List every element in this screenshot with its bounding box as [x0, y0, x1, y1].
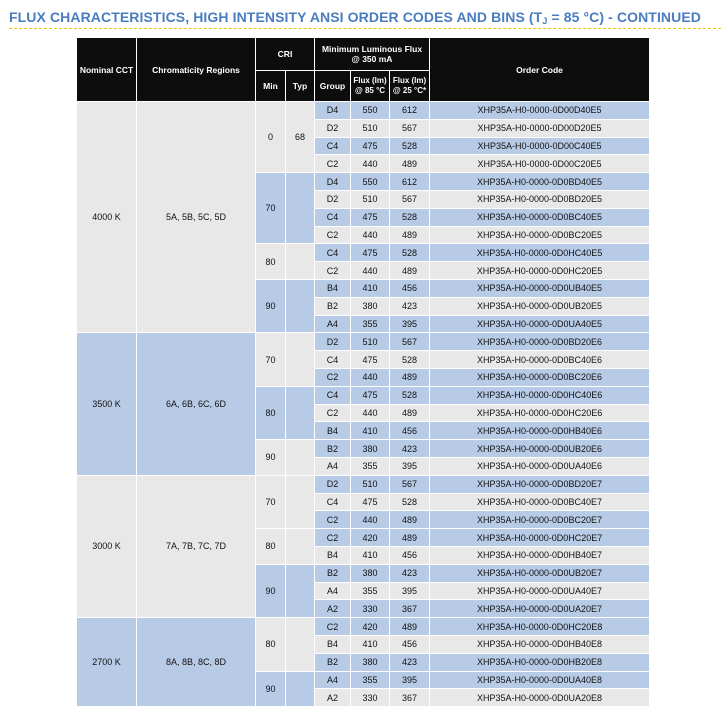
order-code-cell: XHP35A-H0-0000-0D0UB20E6 — [430, 440, 650, 458]
flux-25-cell: 489 — [390, 368, 430, 386]
flux-25-cell: 612 — [390, 173, 430, 191]
flux-25-cell: 367 — [390, 600, 430, 618]
group-cell: B2 — [315, 440, 351, 458]
header-cri-min: Min — [256, 71, 286, 102]
header-cri-typ: Typ — [286, 71, 315, 102]
group-cell: C2 — [315, 511, 351, 529]
order-code-cell: XHP35A-H0-0000-0D0HC20E7 — [430, 529, 650, 547]
flux-85-cell: 550 — [351, 102, 390, 120]
flux-85-cell: 420 — [351, 618, 390, 636]
group-cell: A4 — [315, 457, 351, 475]
flux-25-cell: 423 — [390, 297, 430, 315]
flux-table — [76, 37, 650, 707]
cct-cell: 3500 K — [77, 333, 137, 475]
title-dashed-rule — [9, 28, 721, 29]
flux-85-cell: 330 — [351, 600, 390, 618]
chromaticity-cell: 5A, 5B, 5C, 5D — [137, 102, 256, 333]
header-order-code: Order Code — [430, 38, 650, 102]
flux-85-cell: 475 — [351, 208, 390, 226]
flux-25-cell: 367 — [390, 689, 430, 707]
header-group: Group — [315, 71, 351, 102]
title-text-tail: = 85 °C) - CONTINUED — [547, 9, 702, 25]
flux-85-cell: 410 — [351, 635, 390, 653]
order-code-cell: XHP35A-H0-0000-0D00C40E5 — [430, 137, 650, 155]
flux-25-cell: 456 — [390, 279, 430, 297]
cct-cell: 2700 K — [77, 618, 137, 707]
group-cell: C2 — [315, 529, 351, 547]
title-subscript: J — [542, 16, 548, 26]
order-code-cell: XHP35A-H0-0000-0D0BD20E5 — [430, 190, 650, 208]
cri-min-cell: 90 — [256, 564, 286, 617]
group-cell: A4 — [315, 582, 351, 600]
flux-85-cell: 380 — [351, 297, 390, 315]
flux-85-cell: 410 — [351, 546, 390, 564]
order-code-cell: XHP35A-H0-0000-0D0BC40E6 — [430, 351, 650, 369]
flux-85-cell: 420 — [351, 529, 390, 547]
flux-25-cell: 612 — [390, 102, 430, 120]
flux-85-cell: 380 — [351, 564, 390, 582]
group-cell: A2 — [315, 600, 351, 618]
order-code-cell: XHP35A-H0-0000-0D0UA20E8 — [430, 689, 650, 707]
order-code-cell: XHP35A-H0-0000-0D0HC20E6 — [430, 404, 650, 422]
flux-25-cell: 395 — [390, 582, 430, 600]
cri-min-cell: 90 — [256, 440, 286, 476]
group-cell: B4 — [315, 279, 351, 297]
flux-85-cell: 510 — [351, 119, 390, 137]
flux-25-cell: 456 — [390, 546, 430, 564]
order-code-cell: XHP35A-H0-0000-0D0UA40E6 — [430, 457, 650, 475]
group-cell: A4 — [315, 671, 351, 689]
flux-85-cell: 440 — [351, 226, 390, 244]
chromaticity-cell: 8A, 8B, 8C, 8D — [137, 618, 256, 707]
page-title — [9, 9, 701, 26]
group-cell: D2 — [315, 475, 351, 493]
flux-25-cell: 395 — [390, 315, 430, 333]
flux-25-cell: 489 — [390, 618, 430, 636]
order-code-cell: XHP35A-H0-0000-0D0BD40E5 — [430, 173, 650, 191]
flux-25-cell: 423 — [390, 653, 430, 671]
group-cell: B4 — [315, 422, 351, 440]
group-cell: C4 — [315, 493, 351, 511]
flux-85-cell: 440 — [351, 262, 390, 280]
order-code-cell: XHP35A-H0-0000-0D0HC40E6 — [430, 386, 650, 404]
order-code-cell: XHP35A-H0-0000-0D0BC40E5 — [430, 208, 650, 226]
flux-25-cell: 528 — [390, 244, 430, 262]
cri-min-cell: 90 — [256, 279, 286, 332]
header-flux-85: Flux (lm) @ 85 °C — [351, 71, 390, 102]
cri-min-cell: 80 — [256, 386, 286, 439]
order-code-cell: XHP35A-H0-0000-0D00D40E5 — [430, 102, 650, 120]
order-code-cell: XHP35A-H0-0000-0D0BC20E7 — [430, 511, 650, 529]
flux-85-cell: 410 — [351, 279, 390, 297]
flux-85-cell: 355 — [351, 582, 390, 600]
flux-25-cell: 489 — [390, 511, 430, 529]
group-cell: C2 — [315, 262, 351, 280]
order-code-cell: XHP35A-H0-0000-0D0HC20E5 — [430, 262, 650, 280]
order-code-cell: XHP35A-H0-0000-0D00D20E5 — [430, 119, 650, 137]
flux-85-cell: 510 — [351, 190, 390, 208]
flux-85-cell: 510 — [351, 333, 390, 351]
order-code-cell: XHP35A-H0-0000-0D0HB40E7 — [430, 546, 650, 564]
group-cell: C2 — [315, 226, 351, 244]
cri-min-cell: 80 — [256, 618, 286, 671]
flux-25-cell: 395 — [390, 457, 430, 475]
order-code-cell: XHP35A-H0-0000-0D0HB20E8 — [430, 653, 650, 671]
flux-85-cell: 380 — [351, 440, 390, 458]
flux-25-cell: 528 — [390, 137, 430, 155]
group-cell: B2 — [315, 297, 351, 315]
header-cri: CRI — [256, 38, 315, 71]
header-nominal-cct: Nominal CCT — [77, 38, 137, 102]
order-code-cell: XHP35A-H0-0000-0D0UB40E5 — [430, 279, 650, 297]
header-flux-25: Flux (lm) @ 25 °C* — [390, 71, 430, 102]
title-text-main: FLUX CHARACTERISTICS, HIGH INTENSITY ANSI ORDER CODES AND BINS (T — [9, 9, 543, 25]
flux-85-cell: 510 — [351, 475, 390, 493]
flux-25-cell: 456 — [390, 422, 430, 440]
order-code-cell: XHP35A-H0-0000-0D0UB20E7 — [430, 564, 650, 582]
header-min-luminous-flux: Minimum Luminous Flux @ 350 mA — [315, 38, 430, 71]
cri-typ-cell — [286, 529, 315, 565]
chromaticity-cell: 6A, 6B, 6C, 6D — [137, 333, 256, 475]
cri-typ-cell — [286, 564, 315, 617]
cri-min-cell: 70 — [256, 173, 286, 244]
order-code-cell: XHP35A-H0-0000-0D0HB40E8 — [430, 635, 650, 653]
group-cell: D2 — [315, 190, 351, 208]
flux-85-cell: 440 — [351, 404, 390, 422]
cri-typ-cell — [286, 440, 315, 476]
order-code-cell: XHP35A-H0-0000-0D0BD20E6 — [430, 333, 650, 351]
table-body — [77, 102, 650, 707]
group-cell: D2 — [315, 333, 351, 351]
cct-cell: 3000 K — [77, 475, 137, 617]
flux-25-cell: 528 — [390, 386, 430, 404]
flux-85-cell: 475 — [351, 386, 390, 404]
order-code-cell: XHP35A-H0-0000-0D0BC20E5 — [430, 226, 650, 244]
order-code-cell: XHP35A-H0-0000-0D0UA40E5 — [430, 315, 650, 333]
flux-85-cell: 475 — [351, 244, 390, 262]
flux-85-cell: 475 — [351, 137, 390, 155]
flux-25-cell: 456 — [390, 635, 430, 653]
cri-typ-cell — [286, 173, 315, 244]
group-cell: B4 — [315, 635, 351, 653]
group-cell: D4 — [315, 173, 351, 191]
flux-25-cell: 489 — [390, 226, 430, 244]
table-row — [77, 475, 650, 493]
flux-85-cell: 355 — [351, 457, 390, 475]
cct-cell: 4000 K — [77, 102, 137, 333]
flux-25-cell: 567 — [390, 475, 430, 493]
group-cell: C4 — [315, 244, 351, 262]
table-row — [77, 333, 650, 351]
flux-25-cell: 567 — [390, 119, 430, 137]
flux-85-cell: 475 — [351, 493, 390, 511]
group-cell: A4 — [315, 315, 351, 333]
flux-25-cell: 489 — [390, 262, 430, 280]
order-code-cell: XHP35A-H0-0000-0D0HC20E8 — [430, 618, 650, 636]
order-code-cell: XHP35A-H0-0000-0D0BC40E7 — [430, 493, 650, 511]
flux-85-cell: 355 — [351, 315, 390, 333]
order-code-cell: XHP35A-H0-0000-0D0BC20E6 — [430, 368, 650, 386]
group-cell: C2 — [315, 404, 351, 422]
cri-min-cell: 80 — [256, 244, 286, 280]
flux-85-cell: 440 — [351, 368, 390, 386]
group-cell: C4 — [315, 208, 351, 226]
cri-typ-cell — [286, 244, 315, 280]
flux-25-cell: 567 — [390, 333, 430, 351]
order-code-cell: XHP35A-H0-0000-0D0HC40E5 — [430, 244, 650, 262]
table-row — [77, 102, 650, 120]
cri-typ-cell — [286, 333, 315, 386]
flux-85-cell: 440 — [351, 511, 390, 529]
group-cell: B2 — [315, 564, 351, 582]
order-code-cell: XHP35A-H0-0000-0D0HB40E6 — [430, 422, 650, 440]
cri-min-cell: 80 — [256, 529, 286, 565]
flux-85-cell: 475 — [351, 351, 390, 369]
flux-85-cell: 410 — [351, 422, 390, 440]
order-code-cell: XHP35A-H0-0000-0D0UA40E7 — [430, 582, 650, 600]
group-cell: C4 — [315, 137, 351, 155]
order-code-cell: XHP35A-H0-0000-0D00C20E5 — [430, 155, 650, 173]
flux-85-cell: 380 — [351, 653, 390, 671]
flux-85-cell: 440 — [351, 155, 390, 173]
flux-85-cell: 330 — [351, 689, 390, 707]
group-cell: B2 — [315, 653, 351, 671]
flux-25-cell: 489 — [390, 404, 430, 422]
order-code-cell: XHP35A-H0-0000-0D0UB20E5 — [430, 297, 650, 315]
flux-25-cell: 489 — [390, 155, 430, 173]
cri-typ-cell — [286, 386, 315, 439]
group-cell: A2 — [315, 689, 351, 707]
flux-85-cell: 355 — [351, 671, 390, 689]
cri-typ-cell — [286, 475, 315, 528]
cri-min-cell: 70 — [256, 333, 286, 386]
flux-25-cell: 567 — [390, 190, 430, 208]
flux-25-cell: 528 — [390, 351, 430, 369]
header-chromaticity-regions: Chromaticity Regions — [137, 38, 256, 102]
cri-typ-cell — [286, 279, 315, 332]
group-cell: C2 — [315, 368, 351, 386]
flux-25-cell: 528 — [390, 208, 430, 226]
chromaticity-cell: 7A, 7B, 7C, 7D — [137, 475, 256, 617]
cri-typ-cell: 68 — [286, 102, 315, 173]
group-cell: D2 — [315, 119, 351, 137]
group-cell: C4 — [315, 351, 351, 369]
cri-min-cell: 0 — [256, 102, 286, 173]
flux-25-cell: 489 — [390, 529, 430, 547]
flux-25-cell: 528 — [390, 493, 430, 511]
group-cell: C4 — [315, 386, 351, 404]
order-code-cell: XHP35A-H0-0000-0D0UA20E7 — [430, 600, 650, 618]
cri-min-cell: 70 — [256, 475, 286, 528]
cri-typ-cell — [286, 618, 315, 671]
group-cell: D4 — [315, 102, 351, 120]
table-header — [77, 38, 650, 102]
flux-25-cell: 395 — [390, 671, 430, 689]
order-code-cell: XHP35A-H0-0000-0D0UA40E8 — [430, 671, 650, 689]
order-code-cell: XHP35A-H0-0000-0D0BD20E7 — [430, 475, 650, 493]
group-cell: C2 — [315, 155, 351, 173]
cri-typ-cell — [286, 671, 315, 707]
flux-25-cell: 423 — [390, 440, 430, 458]
cri-min-cell: 90 — [256, 671, 286, 707]
table-row — [77, 618, 650, 636]
flux-85-cell: 550 — [351, 173, 390, 191]
group-cell: C2 — [315, 618, 351, 636]
group-cell: B4 — [315, 546, 351, 564]
flux-25-cell: 423 — [390, 564, 430, 582]
